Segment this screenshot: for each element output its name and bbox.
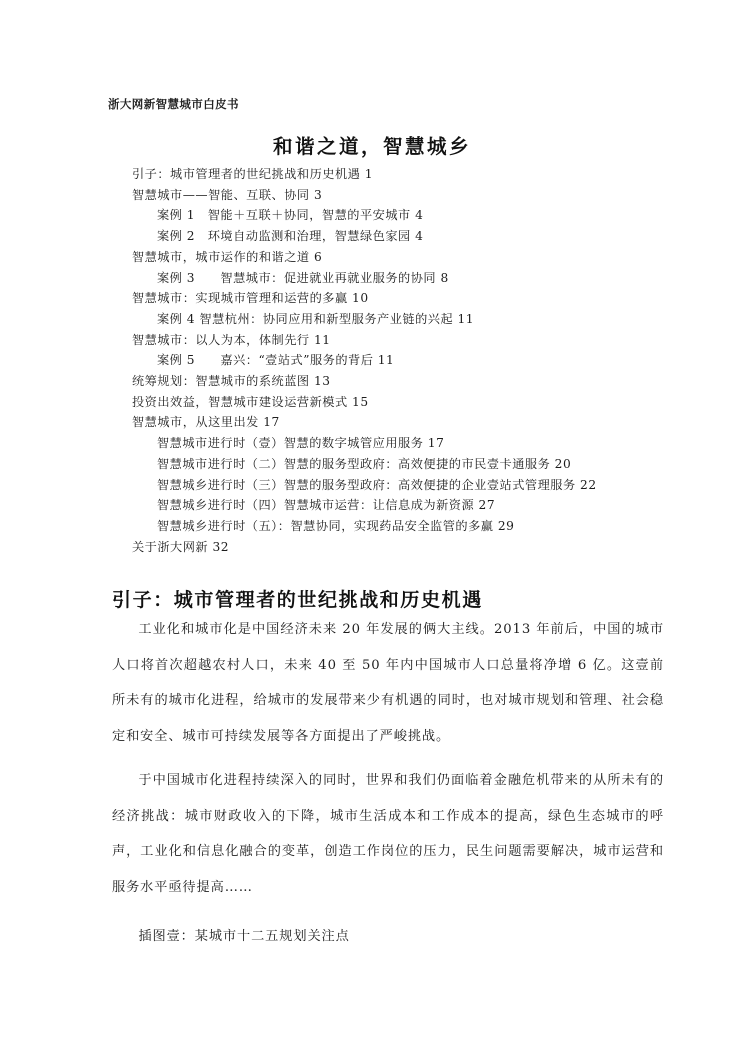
toc-entry[interactable]: 智慧城乡进行时（四）智慧城市运营：让信息成为新资源 27 <box>157 498 496 513</box>
toc-entry[interactable]: 智慧城市，城市运作的和谐之道 6 <box>132 249 323 264</box>
toc-entry[interactable]: 案例 2 环境自动监测和治理，智慧绿色家园 4 <box>157 229 424 244</box>
toc-entry[interactable]: 统筹规划：智慧城市的系统蓝图 13 <box>132 374 331 389</box>
table-of-contents <box>132 164 677 557</box>
toc-entry[interactable]: 案例 3 智慧城市：促进就业再就业服务的协同 8 <box>157 270 449 285</box>
toc-entry[interactable]: 智慧城市——智能、互联、协同 3 <box>132 187 323 202</box>
toc-entry[interactable]: 智慧城乡进行时（五）：智慧协同，实现药品安全监管的多赢 29 <box>157 518 515 533</box>
toc-entry[interactable]: 案例 5 嘉兴：“壹站式”服务的背后 11 <box>157 353 395 368</box>
toc-entry[interactable]: 案例 1 智能＋互联＋协同，智慧的平安城市 4 <box>157 208 424 223</box>
running-header: 浙大网新智慧城市白皮书 <box>108 97 239 111</box>
figure-caption: 插图壹：某城市十二五规划关注点 <box>138 929 350 944</box>
toc-entry[interactable]: 投资出效益，智慧城市建设运营新模式 15 <box>132 394 369 409</box>
toc-entry[interactable]: 智慧城市进行时（壹）智慧的数字城管应用服务 17 <box>157 436 445 451</box>
toc-entry[interactable]: 智慧城市进行时（二）智慧的服务型政府：高效便捷的市民壹卡通服务 20 <box>157 456 572 471</box>
body-paragraph: 工业化和城市化是中国经济未来 20 年发展的俩大主线。2013 年前后，中国的城市人口将首次超越农村人口，未来 40 至 50 年内中国城市人口总量将净增 6 亿。这壹前所未有的城市化进程，给城市的发展带来少有机遇的同时，也对城市规划和管理、社会稳定和安全、城市可持续发展等各方面提出了严峻挑战。 <box>112 622 664 744</box>
section-heading: 引子：城市管理者的世纪挑战和历史机遇 <box>112 588 483 611</box>
toc-entry[interactable]: 智慧城乡进行时（三）智慧的服务型政府：高效便捷的企业壹站式管理服务 22 <box>157 477 597 492</box>
toc-entry[interactable]: 案例 4 智慧杭州：协同应用和新型服务产业链的兴起 11 <box>157 311 475 326</box>
toc-entry[interactable]: 引子：城市管理者的世纪挑战和历史机遇 1 <box>132 167 374 181</box>
document-title: 和谐之道，智慧城乡 <box>272 135 471 158</box>
section-body <box>112 612 664 955</box>
toc-entry[interactable]: 智慧城市：实现城市管理和运营的多赢 10 <box>132 291 369 306</box>
body-paragraph: 于中国城市化进程持续深入的同时，世界和我们仍面临着金融危机带来的从所未有的经济挑战：城市财政收入的下降，城市生活成本和工作成本的提高，绿色生态城市的呼声，工业化和信息化融合的变革，创造工作岗位的压力，民生问题需要解决，城市运营和服务水平亟待提高…… <box>112 773 664 895</box>
toc-entry[interactable]: 智慧城市：以人为本，体制先行 11 <box>132 332 331 347</box>
toc-entry[interactable]: 关于浙大网新 32 <box>132 539 230 554</box>
toc-entry[interactable]: 智慧城市，从这里出发 17 <box>132 415 280 430</box>
